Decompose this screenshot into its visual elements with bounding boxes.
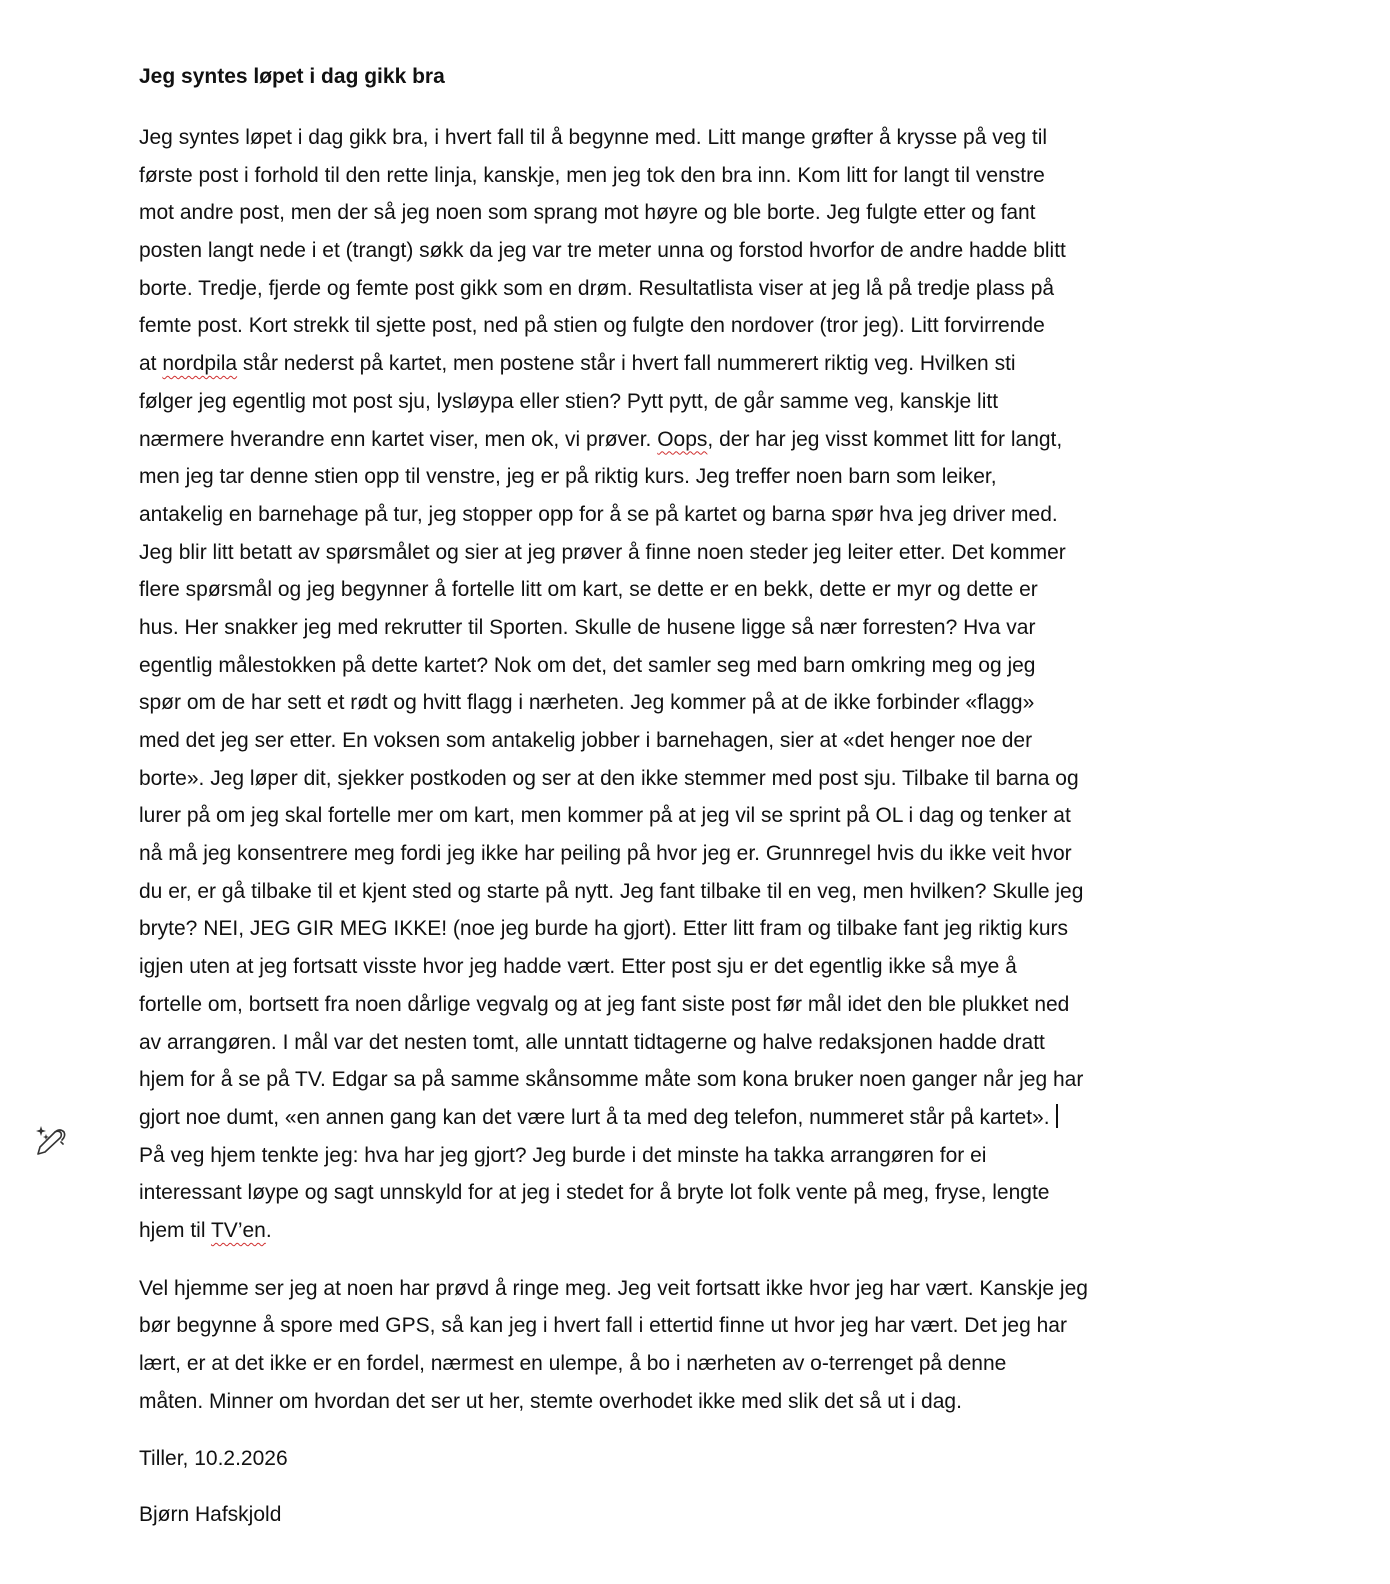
ai-rewrite-sparkle-pen-icon[interactable] [34, 1124, 68, 1158]
text-segment: gjort noe dumt, «en annen gang kan det være lurt å ta med deg telefon, nummeret står på kartet». [139, 1105, 1050, 1129]
text-segment: femte post. Kort strekk til sjette post, ned på stien og fulgte den nordover (tror jeg). Litt forvirrende [139, 314, 1045, 338]
text-line [139, 1383, 1249, 1421]
text-line [139, 1307, 1249, 1345]
text-line [139, 421, 1249, 459]
text-line [139, 1345, 1249, 1383]
misspelled-word[interactable]: Oops [657, 427, 708, 451]
text-line [139, 232, 1249, 270]
text-line [139, 270, 1249, 308]
text-segment: første post i forhold til den rette linja, kanskje, men jeg tok den bra inn. Kom litt for langt til venstre [139, 163, 1045, 187]
text-line [139, 722, 1249, 760]
text-segment: lært, er at det ikke er en fordel, nærmest en ulempe, å bo i nærheten av o-terrenget på denne [139, 1352, 1007, 1375]
text-line [139, 1174, 1249, 1212]
text-line [139, 119, 1249, 157]
text-segment: mot andre post, men der så jeg noen som sprang mot høyre og ble borte. Jeg fulgte etter og fant [139, 201, 1036, 225]
text-line [139, 383, 1249, 421]
text-line [139, 496, 1249, 534]
text-segment: av arrangøren. I mål var det nesten tomt, alle unntatt tidtagerne og halve redaksjonen hadde dratt [139, 1030, 1045, 1054]
text-segment: igjen uten at jeg fortsatt visste hvor jeg hadde vært. Etter post sju er det egentlig ikke så mye å [139, 955, 1017, 979]
text-segment: at [139, 352, 163, 376]
text-line [139, 157, 1249, 195]
author-name: Bjørn Hafskjold [139, 1503, 282, 1527]
text-line [139, 760, 1249, 798]
text-segment: lurer på om jeg skal fortelle mer om kart, men kommer på at jeg vil se sprint på OL i dag og tenker at [139, 804, 1071, 828]
text-line [139, 1270, 1249, 1308]
text-line [139, 609, 1249, 647]
document-page[interactable] [139, 62, 1249, 1552]
text-segment: nærmere hverandre enn kartet viser, men ok, vi prøver. [139, 427, 658, 451]
text-line [139, 1024, 1249, 1062]
text-segment: flere spørsmål og jeg begynner å fortelle litt om kart, se dette er en bekk, dette er myr og dette er [139, 578, 1038, 602]
text-segment: , der har jeg visst kommet litt for langt, [707, 427, 1063, 451]
text-segment: fortelle om, bortsett fra noen dårlige vegvalg og at jeg fant siste post før mål idet den ble plukket ned [139, 992, 1070, 1016]
text-segment: antakelig en barnehage på tur, jeg stopper opp for å se på kartet og barna spør hva jeg driver med. [139, 502, 1058, 526]
text-segment: borte». Jeg løper dit, sjekker postkoden og ser at den ikke stemmer med post sju. Tilbake til barna og [139, 766, 1079, 790]
paragraph [139, 1270, 1249, 1421]
text-line [139, 1137, 1249, 1175]
text-line [139, 835, 1249, 873]
text-line [139, 684, 1249, 722]
text-segment: Jeg syntes løpet i dag gikk bra, i hvert fall til å begynne med. Litt mange grøfter å krysse på veg til [139, 126, 1048, 149]
text-segment: Vel hjemme ser jeg at noen har prøvd å ringe meg. Jeg veit fortsatt ikke hvor jeg har vært. Kanskje jeg [139, 1276, 1088, 1300]
text-line [139, 647, 1249, 685]
text-segment: følger jeg egentlig mot post sju, lysløypa eller stien? Pytt pytt, de går samme veg, kanskje litt [139, 389, 999, 413]
text-segment: . [265, 1218, 272, 1242]
text-segment: bryte? NEI, JEG GIR MEG IKKE! (noe jeg burde ha gjort). Etter litt fram og tilbake fant jeg riktig kurs [139, 917, 1069, 941]
text-line [139, 1212, 1249, 1250]
text-line [139, 194, 1249, 232]
text-segment: interessant løype og sagt unnskyld for at jeg i stedet for å bryte lot folk vente på meg, fryse, lengte [139, 1181, 1050, 1205]
text-line [139, 948, 1249, 986]
text-cursor [1056, 1104, 1058, 1128]
text-segment: hus. Her snakker jeg med rekrutter til Sporten. Skulle de husene ligge så nær forresten? Hva var [139, 615, 1036, 639]
text-line [139, 910, 1249, 948]
text-segment: måten. Minner om hvordan det ser ut her, stemte overhodet ikke med slik det så ut i dag. [139, 1389, 962, 1413]
text-segment: nå må jeg konsentrere meg fordi jeg ikke har peiling på hvor jeg er. Grunnregel hvis du ikke veit hvor [139, 842, 1072, 866]
text-segment: hjem for å se på TV. Edgar sa på samme skånsomme måte som kona bruker noen ganger når jeg har [139, 1068, 1084, 1092]
text-line [139, 1061, 1249, 1099]
text-segment: spør om de har sett et rødt og hvitt flagg i nærheten. Jeg kommer på at de ikke forbinder «flagg» [139, 691, 1035, 715]
text-line [139, 1099, 1249, 1137]
text-segment: egentlig målestokken på dette kartet? Nok om det, det samler seg med barn omkring meg og jeg [139, 653, 1036, 677]
text-line [139, 797, 1249, 835]
text-line [139, 873, 1249, 911]
text-segment: men jeg tar denne stien opp til venstre, jeg er på riktig kurs. Jeg treffer noen barn som leiker, [139, 465, 997, 489]
text-segment: med det jeg ser etter. En voksen som antakelig jobber i barnehagen, sier at «det henger noe der [139, 729, 1033, 752]
text-line [139, 458, 1249, 496]
text-segment: bør begynne å spore med GPS, så kan jeg i hvert fall i ettertid finne ut hvor jeg har vært. Det jeg har [139, 1314, 1067, 1338]
document-title: Jeg syntes løpet i dag gikk bra [139, 65, 445, 88]
text-segment: posten langt nede i et (trangt) søkk da jeg var tre meter unna og forstod hvorfor de andre hadde blitt [139, 239, 1066, 263]
text-segment: På veg hjem tenkte jeg: hva har jeg gjort? Jeg burde i det minste ha takka arrangøren for ei [139, 1143, 987, 1167]
text-segment: står nederst på kartet, men postene står i hvert fall nummerert riktig veg. Hvilken sti [237, 352, 1016, 376]
place-date: Tiller, 10.2.2026 [139, 1447, 288, 1471]
text-line [139, 345, 1249, 383]
text-segment: borte. Tredje, fjerde og femte post gikk som en drøm. Resultatlista viser at jeg lå på tredje plass på [139, 276, 1055, 300]
misspelled-word[interactable]: TV’en [210, 1218, 266, 1242]
text-segment: du er, er gå tilbake til et kjent sted og starte på nytt. Jeg fant tilbake til en veg, men hvilken? Skulle jeg [139, 879, 1084, 903]
text-line [139, 534, 1249, 572]
text-segment: hjem til [139, 1218, 211, 1242]
text-line [139, 571, 1249, 609]
paragraph [139, 119, 1249, 1250]
text-line [139, 986, 1249, 1024]
misspelled-word[interactable]: nordpila [162, 352, 238, 376]
text-segment: Jeg blir litt betatt av spørsmålet og sier at jeg prøver å finne noen steder jeg leiter etter. Det kommer [139, 540, 1066, 564]
text-line [139, 307, 1249, 345]
